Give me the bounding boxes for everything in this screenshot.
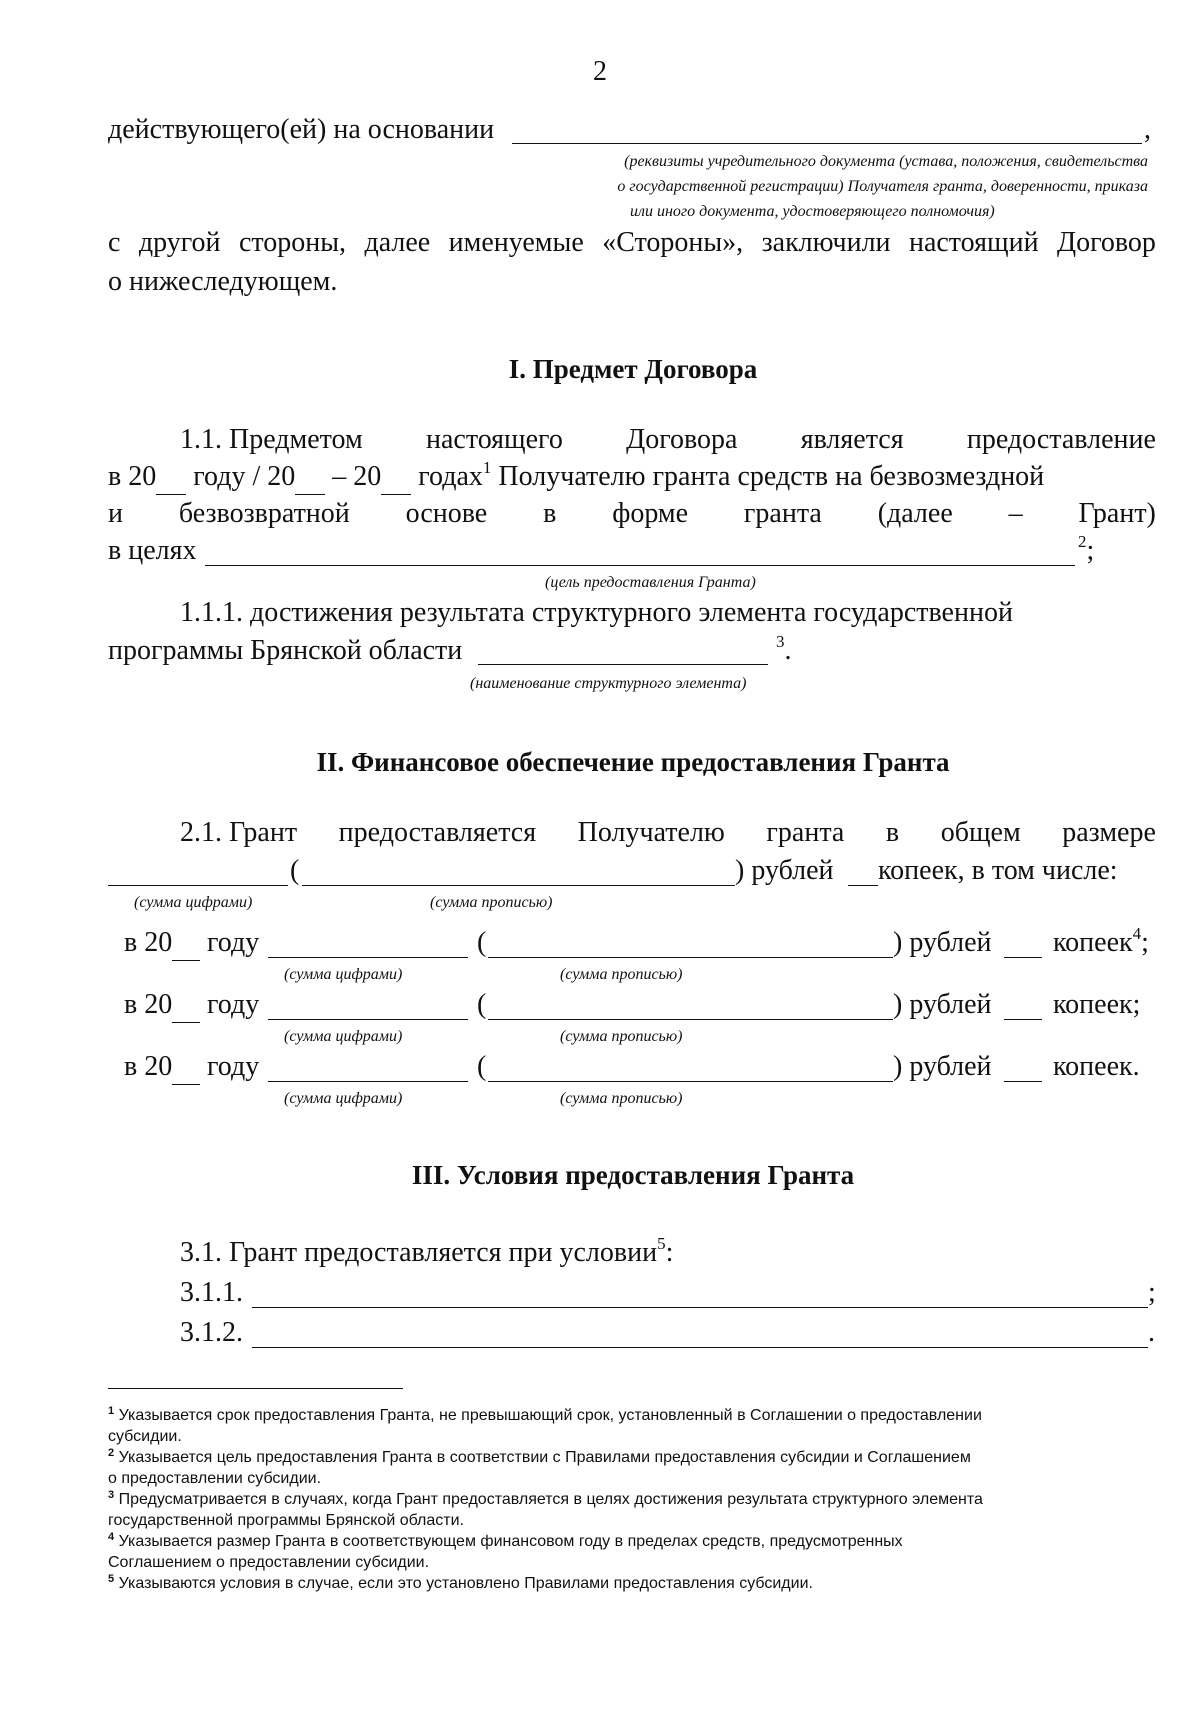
parties-line-1 xyxy=(108,226,1156,260)
caption-digits: (сумма цифрами) xyxy=(284,1028,403,1045)
word: далее xyxy=(364,227,431,258)
footnote-number: 2 xyxy=(108,1447,115,1459)
p31 xyxy=(180,1236,673,1273)
footnote-1 xyxy=(108,1406,1158,1447)
p11-line-1 xyxy=(180,423,1156,457)
footnote-5 xyxy=(108,1574,1158,1595)
goal-end xyxy=(1078,534,1094,571)
word: Грант) xyxy=(1078,498,1156,529)
text: 3.1. Грант предоставляется при условии xyxy=(180,1237,658,1268)
text: : xyxy=(665,1237,674,1268)
year-label xyxy=(124,926,200,961)
footnote-number: 1 xyxy=(108,1405,115,1417)
total-tail: копеек, в том числе: xyxy=(878,855,1118,886)
word: 1.1. Предметом xyxy=(180,424,363,455)
condition-2-blank[interactable] xyxy=(252,1347,1148,1348)
total-rubles: ) рублей xyxy=(735,855,834,886)
footnote-ref: 4 xyxy=(1132,924,1142,943)
footnote-text: Указывается срок предоставления Гранта, не превышающий срок, установленный в Соглашении о предоставлении xyxy=(118,1407,982,1424)
footnote-text: субсидии. xyxy=(108,1428,182,1445)
caption-words: (сумма прописью) xyxy=(560,1090,683,1107)
basis-blank[interactable] xyxy=(512,143,1142,144)
word: заключили xyxy=(761,227,891,258)
goal-caption: (цель предоставления Гранта) xyxy=(545,574,756,591)
total-open-paren: ( xyxy=(290,855,300,886)
basis-comma: , xyxy=(1144,114,1151,145)
kopecks: копеек. xyxy=(1053,1051,1140,1082)
caption-words: (сумма прописью) xyxy=(560,966,683,983)
footnote-2 xyxy=(108,1448,1158,1489)
total-caption-words: (сумма прописью) xyxy=(430,894,553,911)
footnote-text: Указываются условия в случае, если это установлено Правилами предоставления субсидии. xyxy=(118,1575,813,1592)
word: форме xyxy=(612,498,689,529)
text: в 20 xyxy=(124,1051,173,1082)
text: ; xyxy=(1141,927,1149,958)
year-god: году xyxy=(207,927,260,958)
footnote-text: Указывается цель предоставления Гранта в соответствии с Правилами предоставления субсидии и Соглашением xyxy=(118,1449,971,1466)
page-number: 2 xyxy=(593,56,607,87)
word: стороны, xyxy=(238,227,347,258)
total-digits-blank[interactable] xyxy=(108,885,288,886)
element-caption: (наименование структурного элемента) xyxy=(470,675,747,692)
word: настоящего xyxy=(426,424,563,455)
kopecks-blank[interactable] xyxy=(1004,957,1042,958)
year-god: году xyxy=(207,1051,260,1082)
open-paren: ( xyxy=(477,927,487,958)
word: 2.1. Грант xyxy=(180,817,298,848)
p11-line-2 xyxy=(108,460,1044,497)
word: Договор xyxy=(1056,227,1156,258)
rubles: ) рублей xyxy=(893,989,992,1020)
text: в 20 xyxy=(108,461,157,492)
word: в xyxy=(885,817,900,848)
footnote-3 xyxy=(108,1490,1158,1531)
section-3-heading: III. Условия предоставления Гранта xyxy=(411,1160,855,1190)
word: гранта xyxy=(743,498,822,529)
year-label xyxy=(124,988,200,1023)
word: основе xyxy=(405,498,488,529)
total-caption-digits: (сумма цифрами) xyxy=(134,894,253,911)
footnote-text: Указывается размер Гранта в соответствующем финансовом году в пределах средств, предусмотренных xyxy=(118,1533,903,1550)
footnote-text: Соглашением о предоставлении субсидии. xyxy=(108,1554,430,1571)
basis-caption-3: или иного документа, удостоверяющего полномочия) xyxy=(630,203,995,220)
word: – xyxy=(1008,498,1023,529)
word: безвозвратной xyxy=(178,498,350,529)
element-blank[interactable] xyxy=(478,664,768,665)
text: . xyxy=(784,635,792,666)
words-blank[interactable] xyxy=(488,1019,893,1020)
year-blank[interactable] xyxy=(295,460,325,495)
footnote-ref: 1 xyxy=(482,458,492,477)
year-blank[interactable] xyxy=(156,460,186,495)
p312-label: 3.1.2. xyxy=(180,1317,243,1348)
text: в 20 xyxy=(124,989,173,1020)
footnote-ref: 2 xyxy=(1078,532,1087,551)
footnote-text: о предоставлении субсидии. xyxy=(108,1470,322,1487)
kopecks xyxy=(1053,926,1149,963)
basis-caption-2: о государственной регистрации) Получателя гранта, доверенности, приказа xyxy=(617,178,1148,195)
word: с xyxy=(108,227,121,258)
word: размере xyxy=(1062,817,1156,848)
footnote-number: 4 xyxy=(108,1531,115,1543)
footnote-number: 3 xyxy=(108,1489,115,1501)
text: в 20 xyxy=(124,927,173,958)
text: годах xyxy=(411,461,483,492)
words-blank[interactable] xyxy=(488,957,893,958)
year-blank[interactable] xyxy=(172,1050,200,1085)
p11-line-3 xyxy=(108,497,1156,531)
word: общем xyxy=(940,817,1021,848)
word: гранта xyxy=(766,817,845,848)
text: Получателю гранта средств на безвозмездной xyxy=(491,461,1045,492)
section-2-heading: II. Финансовое обеспечение предоставления Гранта xyxy=(316,747,950,777)
kopecks-blank[interactable] xyxy=(1004,1081,1042,1082)
total-kopecks-blank[interactable] xyxy=(848,885,878,886)
caption-digits: (сумма цифрами) xyxy=(284,1090,403,1107)
year-blank[interactable] xyxy=(381,460,411,495)
basis-caption-1: (реквизиты учредительного документа (устава, положения, свидетельства xyxy=(624,153,1148,170)
parties-line-2: о нижеследующем. xyxy=(108,266,338,297)
open-paren: ( xyxy=(477,989,487,1020)
word: «Стороны», xyxy=(602,227,744,258)
year-blank[interactable] xyxy=(172,988,200,1023)
word: другой xyxy=(138,227,221,258)
p111-label: программы Брянской области xyxy=(108,635,463,666)
text: ; xyxy=(1086,535,1095,566)
year-god: году xyxy=(207,989,260,1020)
p111-line-1: 1.1.1. достижения результата структурного элемента государственной xyxy=(180,597,1013,628)
open-paren: ( xyxy=(477,1051,487,1082)
rubles: ) рублей xyxy=(893,1051,992,1082)
goal-blank[interactable] xyxy=(205,565,1075,566)
p21-line-1 xyxy=(180,816,1156,850)
section-1-heading: I. Предмет Договора xyxy=(508,354,758,384)
word: является xyxy=(800,424,904,455)
footnote-text: Предусматривается в случаях, когда Грант предоставляется в целях достижения результата структурного элемента xyxy=(118,1491,983,1508)
digits-blank[interactable] xyxy=(268,1019,468,1020)
caption-digits: (сумма цифрами) xyxy=(284,966,403,983)
p311-end: ; xyxy=(1148,1277,1156,1308)
p111-end xyxy=(776,634,792,671)
word: предоставление xyxy=(966,424,1156,455)
word: предоставляется xyxy=(338,817,537,848)
word: в xyxy=(543,498,557,529)
kopecks-blank[interactable] xyxy=(1004,1019,1042,1020)
year-label xyxy=(124,1050,200,1085)
p311-label: 3.1.1. xyxy=(180,1277,243,1308)
footnote-text: государственной программы Брянской области. xyxy=(108,1512,464,1529)
word: Договора xyxy=(626,424,738,455)
year-blank[interactable] xyxy=(172,926,200,961)
text: копеек xyxy=(1053,927,1133,958)
p312-end: . xyxy=(1148,1317,1155,1348)
rubles: ) рублей xyxy=(893,927,992,958)
basis-label: действующего(ей) на основании xyxy=(108,114,495,145)
footnote-number: 5 xyxy=(108,1573,115,1585)
digits-blank[interactable] xyxy=(268,957,468,958)
word: (далее xyxy=(877,498,953,529)
footnote-ref: 5 xyxy=(657,1234,666,1253)
condition-1-blank[interactable] xyxy=(252,1307,1148,1308)
goal-label: в целях xyxy=(108,535,197,566)
footnote-4 xyxy=(108,1532,1158,1573)
word: и xyxy=(108,498,123,529)
footnote-separator xyxy=(108,1388,403,1389)
text: году / 20 xyxy=(186,461,296,492)
text: – 20 xyxy=(325,461,382,492)
words-blank[interactable] xyxy=(488,1081,893,1082)
word: настоящий xyxy=(908,227,1039,258)
footnote-ref: 3 xyxy=(776,632,785,651)
total-words-blank[interactable] xyxy=(302,885,735,886)
word: Получателю xyxy=(577,817,725,848)
caption-words: (сумма прописью) xyxy=(560,1028,683,1045)
digits-blank[interactable] xyxy=(268,1081,468,1082)
word: именуемые xyxy=(448,227,584,258)
kopecks: копеек; xyxy=(1053,989,1141,1020)
